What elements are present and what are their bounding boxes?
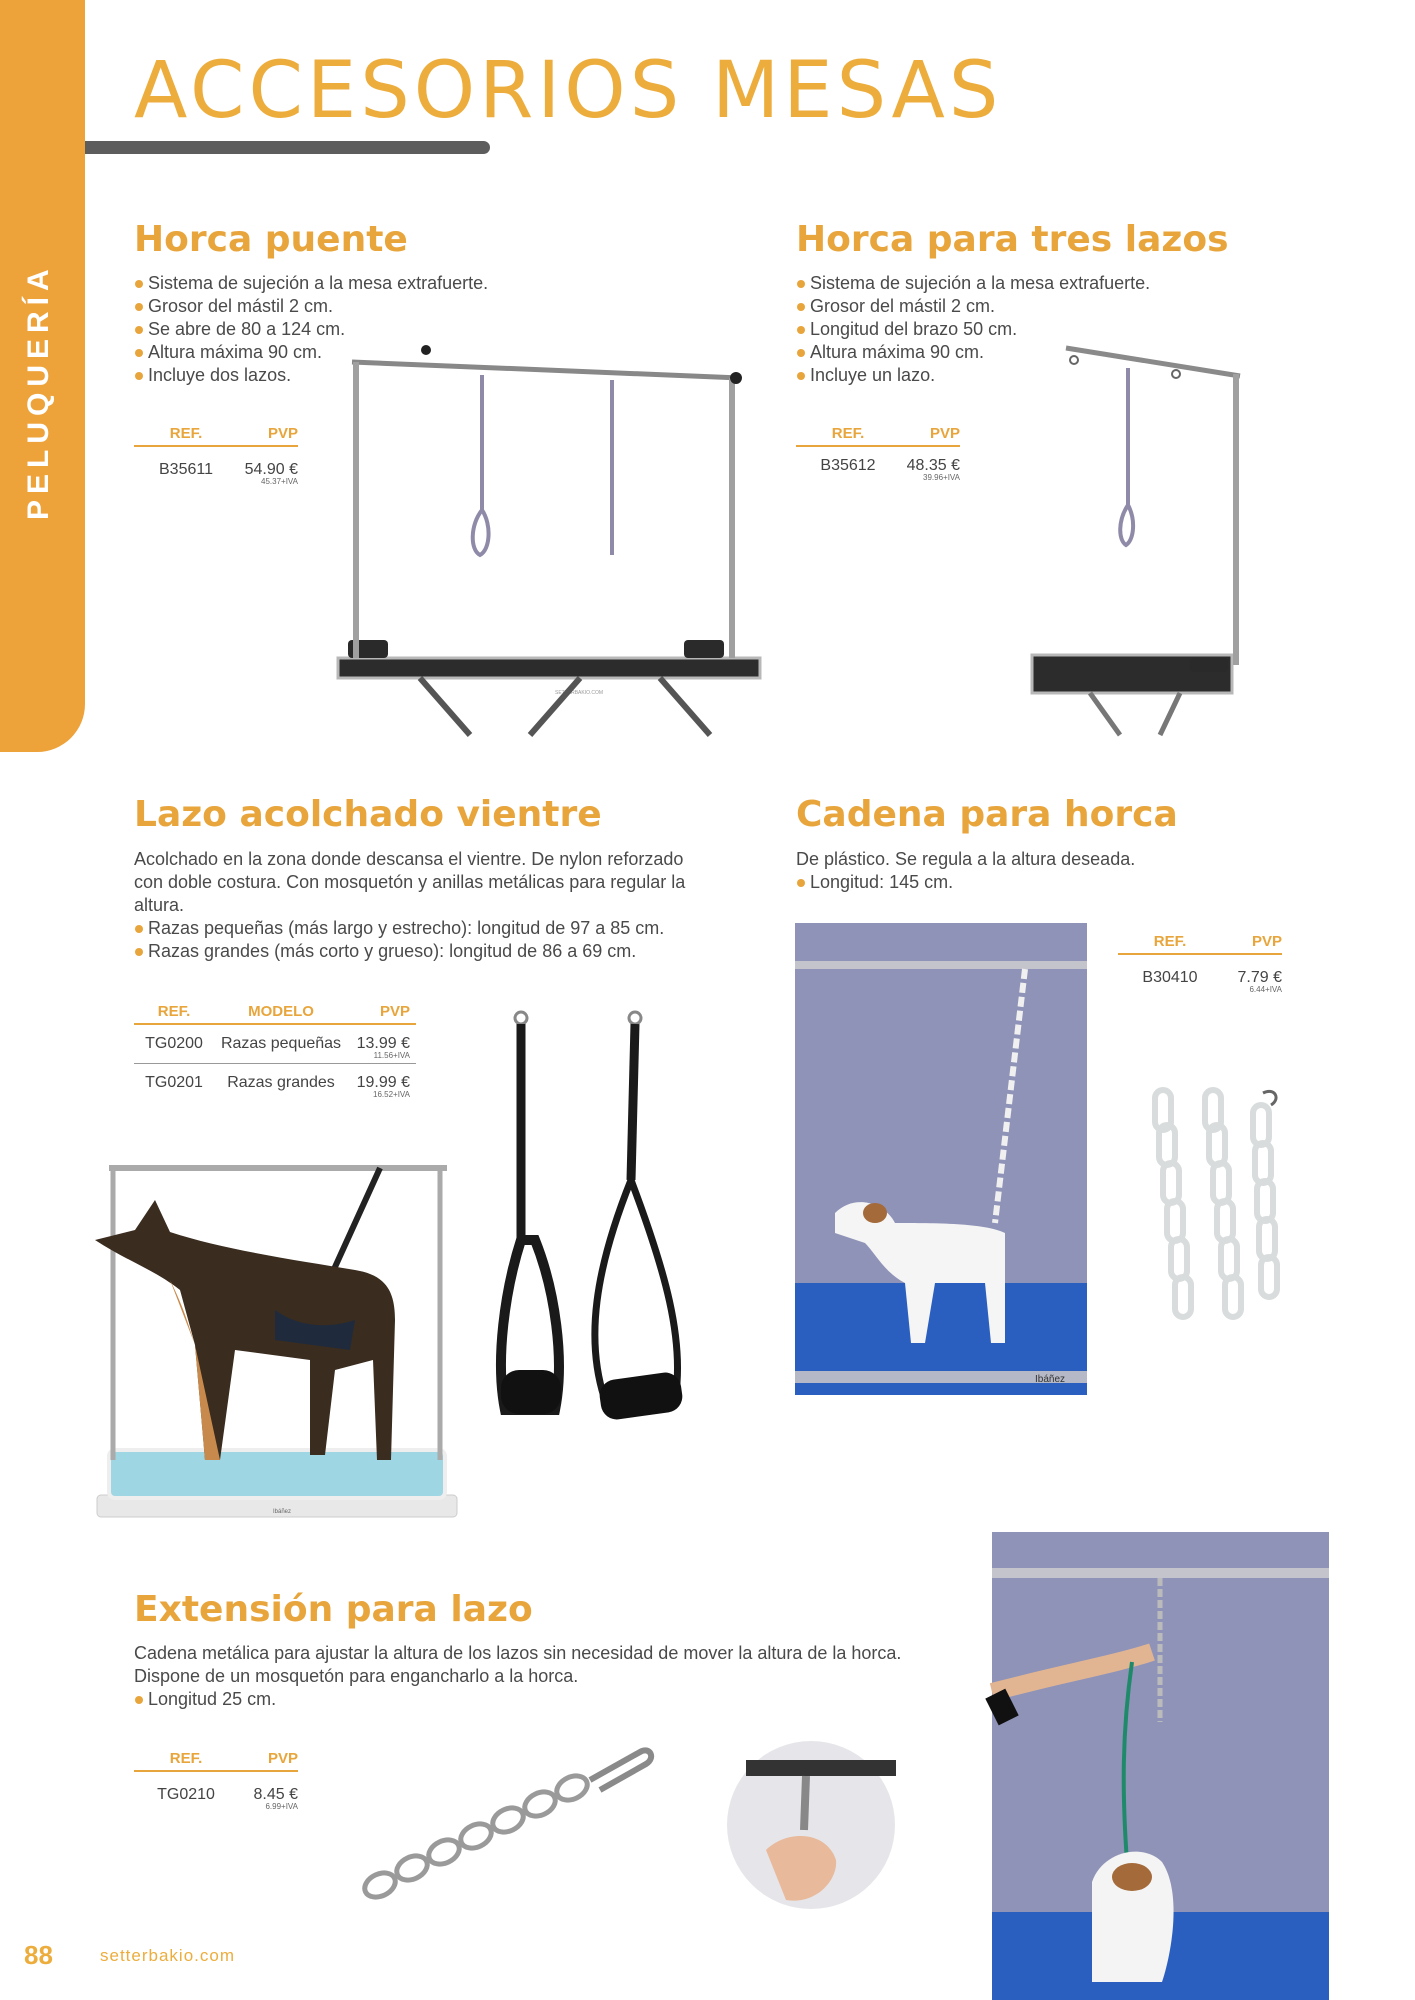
ref-value: B35612 bbox=[820, 457, 876, 474]
price-value: 8.45 € bbox=[253, 1786, 298, 1803]
horca-bar bbox=[746, 1760, 896, 1776]
pvp-header: PVP bbox=[267, 1750, 298, 1767]
price-iva: 45.37+IVA bbox=[261, 477, 298, 486]
pvp-header: PVP bbox=[929, 425, 960, 442]
feature-item: Altura máxima 90 cm. bbox=[134, 341, 514, 364]
feature-item: Sistema de sujeción a la mesa extrafuerte. bbox=[796, 272, 1176, 295]
hook-detail-image bbox=[726, 1740, 896, 1910]
clamp bbox=[1190, 658, 1228, 672]
description-text: Acolchado en la zona donde descansa el vientre. De nylon reforzado con doble costura. Con mosquetón y anillas metálicas para regular la altura. bbox=[134, 849, 686, 915]
horca-puente-title: Horca puente bbox=[134, 219, 408, 260]
sling-large-strap bbox=[631, 1024, 635, 1180]
model-value: Razas pequeñas bbox=[220, 1035, 342, 1052]
table-row bbox=[134, 1063, 416, 1101]
feature-item: Se abre de 80 a 124 cm. bbox=[134, 318, 514, 341]
feature-item: Sistema de sujeción a la mesa extrafuerte. bbox=[134, 272, 514, 295]
ref-header: REF. bbox=[1153, 933, 1187, 950]
sling-large-pad bbox=[598, 1370, 685, 1421]
horca-puente-price-table bbox=[134, 425, 298, 485]
horca-bar bbox=[352, 362, 740, 378]
horca-tres-lazos-image bbox=[1030, 340, 1260, 735]
model-header: MODELO bbox=[248, 1003, 314, 1020]
lazo-acolchado-title: Lazo acolchado vientre bbox=[134, 794, 602, 835]
table-top bbox=[338, 658, 760, 678]
horca-tres-lazos-title: Horca para tres lazos bbox=[796, 219, 1229, 260]
ref-value: TG0210 bbox=[157, 1786, 215, 1803]
ref-value: TG0201 bbox=[145, 1074, 203, 1091]
lazo-acolchado-description bbox=[134, 848, 694, 963]
horca-bar bbox=[992, 1568, 1329, 1578]
dog-on-table-image bbox=[95, 1160, 460, 1530]
lazo-1 bbox=[473, 375, 489, 555]
pvp-header: PVP bbox=[1251, 933, 1282, 950]
price-iva: 6.44+IVA bbox=[1249, 985, 1282, 994]
metal-chain-image bbox=[350, 1740, 655, 1910]
ref-header: REF. bbox=[169, 1750, 203, 1767]
ref-value: TG0200 bbox=[145, 1035, 203, 1052]
chain-links bbox=[361, 1771, 591, 1901]
feature-item: Longitud: 145 cm. bbox=[796, 871, 1196, 894]
price-value: 19.99 € bbox=[356, 1074, 410, 1091]
lazo-acolchado-price-table bbox=[134, 1003, 416, 1101]
ref-value: B30410 bbox=[1142, 969, 1198, 986]
feature-item: Razas grandes (más corto y grueso): longitud de 86 a 69 cm. bbox=[134, 940, 694, 963]
table-legs bbox=[420, 678, 710, 735]
plastic-chain-image bbox=[1145, 1085, 1290, 1335]
feature-item: Incluye dos lazos. bbox=[134, 364, 514, 387]
table-brand: Ibáñez bbox=[273, 1509, 292, 1515]
clamp-right bbox=[684, 640, 724, 658]
horca-arm bbox=[1066, 348, 1240, 376]
price-value: 13.99 € bbox=[356, 1035, 410, 1052]
page-number: 88 bbox=[24, 1940, 53, 1970]
padded-slings-image bbox=[495, 1010, 695, 1435]
feature-item: Grosor del mástil 2 cm. bbox=[134, 295, 514, 318]
price-iva: 11.56+IVA bbox=[373, 1051, 410, 1060]
page-title: ACCESORIOS MESAS bbox=[134, 46, 1003, 136]
table-brand: SETTERBAKIO.COM bbox=[555, 690, 604, 696]
table-row bbox=[134, 1025, 416, 1063]
ref-header: REF. bbox=[157, 1003, 191, 1020]
cadena-horca-price-table bbox=[1118, 933, 1282, 993]
feature-item: Grosor del mástil 2 cm. bbox=[796, 295, 1176, 318]
model-value: Razas grandes bbox=[227, 1074, 335, 1091]
ref-value: B35611 bbox=[159, 461, 213, 478]
price-value: 7.79 € bbox=[1237, 969, 1282, 986]
feature-item: Razas pequeñas (más largo y estrecho): longitud de 97 a 85 cm. bbox=[134, 917, 694, 940]
ref-header: REF. bbox=[831, 425, 865, 442]
feature-item: Incluye un lazo. bbox=[796, 364, 1176, 387]
feature-item: Longitud del brazo 50 cm. bbox=[796, 318, 1176, 341]
photo-brand: Ibáñez bbox=[1035, 1374, 1066, 1385]
description-text: Cadena metálica para ajustar la altura de los lazos sin necesidad de mover la altura de la horca. Dispone de un mosquetón para engancharlo a la horca. bbox=[134, 1643, 902, 1686]
sling-small-pad bbox=[501, 1370, 561, 1414]
feature-item: Altura máxima 90 cm. bbox=[796, 341, 1176, 364]
pvp-header: PVP bbox=[267, 425, 298, 442]
extension-lazo-description bbox=[134, 1642, 914, 1711]
sidebar-label bbox=[22, 480, 56, 520]
chain-links bbox=[1155, 1090, 1277, 1317]
horca-tres-lazos-price-table bbox=[796, 425, 960, 485]
price-iva: 6.99+IVA bbox=[265, 1802, 298, 1811]
pvp-header: PVP bbox=[379, 1003, 410, 1020]
table-mat bbox=[109, 1450, 445, 1498]
dog-chain-photo bbox=[795, 923, 1087, 1395]
price-value: 54.90 € bbox=[244, 461, 298, 478]
horca-bar bbox=[795, 961, 1087, 969]
extension-lazo-title: Extensión para lazo bbox=[134, 1589, 533, 1630]
description-text: De plástico. Se regula a la altura deseada. bbox=[796, 849, 1136, 869]
cadena-horca-description bbox=[796, 848, 1196, 894]
hook bbox=[804, 1776, 806, 1830]
cadena-horca-title: Cadena para horca bbox=[796, 794, 1178, 835]
dog-extension-photo bbox=[992, 1532, 1329, 2000]
title-underline bbox=[85, 141, 490, 154]
website-link[interactable]: setterbakio.com bbox=[100, 1946, 235, 1965]
feature-item: Longitud 25 cm. bbox=[134, 1688, 914, 1711]
snap-hook bbox=[590, 1750, 651, 1790]
price-value: 48.35 € bbox=[906, 457, 960, 474]
price-iva: 16.52+IVA bbox=[373, 1090, 410, 1099]
extension-lazo-price-table bbox=[134, 1750, 298, 1810]
price-iva: 39.96+IVA bbox=[923, 473, 960, 482]
table-legs bbox=[1090, 693, 1180, 735]
ref-header: REF. bbox=[169, 425, 203, 442]
lazo bbox=[1120, 368, 1133, 545]
horca-puente-image bbox=[330, 340, 770, 735]
